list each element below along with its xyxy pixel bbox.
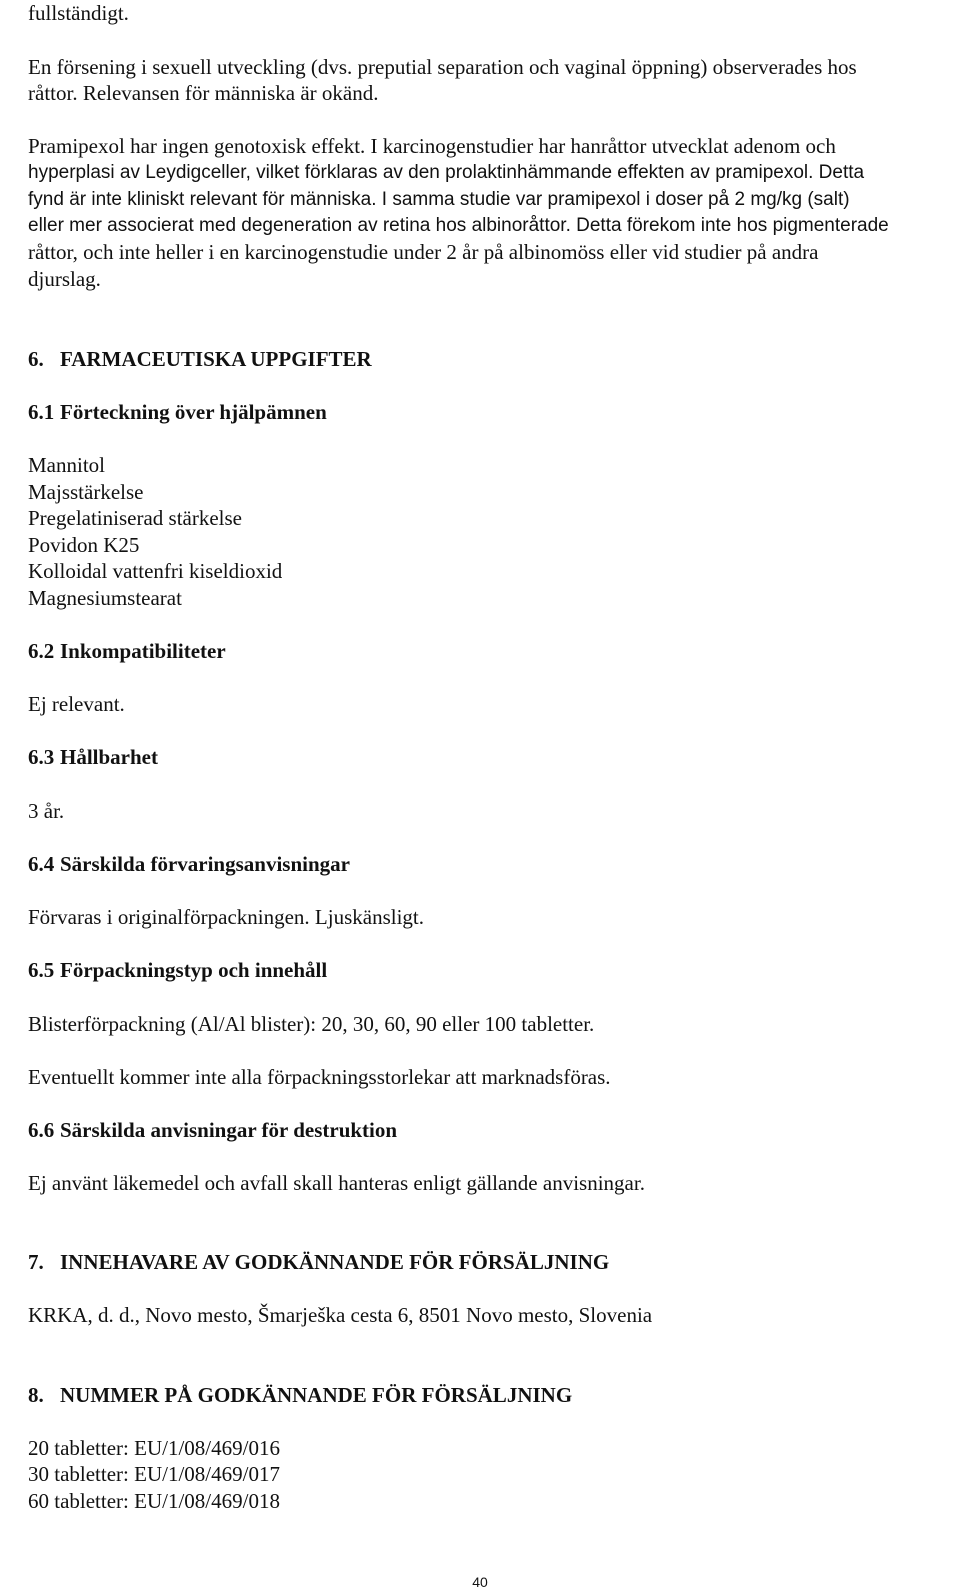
section-text: KRKA, d. d., Novo mesto, Šmarješka cesta 6, 8501 Novo mesto, Slovenia: [28, 1303, 653, 1327]
paragraph-line: hyperplasi av Leydigceller, vilket förklaras av den prolaktinhämmande effekten av pramipexol. Detta: [28, 162, 865, 183]
section-title: Förpackningstyp och innehåll: [60, 958, 328, 982]
paragraph-line: En försening i sexuell utveckling (dvs. preputial separation och vaginal öppning) observerades hos: [28, 55, 857, 79]
section-heading-6-5: [28, 957, 327, 984]
section-number: 6.1: [28, 400, 55, 424]
section-heading-8: [28, 1382, 572, 1409]
authorization-number: 20 tabletter: EU/1/08/469/016: [28, 1436, 280, 1460]
authorization-number: 30 tabletter: EU/1/08/469/017: [28, 1462, 280, 1486]
section-number: 6.6: [28, 1118, 55, 1142]
excipient-item: Majsstärkelse: [28, 480, 144, 504]
section-heading-6: [28, 346, 372, 373]
section-title: INNEHAVARE AV GODKÄNNANDE FÖR FÖRSÄLJNING: [60, 1250, 610, 1274]
excipient-item: Magnesiumstearat: [28, 586, 182, 610]
section-number: 8.: [28, 1383, 44, 1407]
authorization-number: 60 tabletter: EU/1/08/469/018: [28, 1489, 280, 1513]
section-text: 3 år.: [28, 799, 65, 823]
section-number: 6.: [28, 347, 44, 371]
section-title: Förteckning över hjälpämnen: [60, 400, 327, 424]
section-heading-7: [28, 1249, 609, 1276]
section-heading-6-3: [28, 744, 158, 771]
page-number: 40: [472, 1574, 488, 1590]
section-text: Ej relevant.: [28, 692, 125, 716]
paragraph-line: Pramipexol har ingen genotoxisk effekt. I karcinogenstudier har hanråttor utvecklat adenom och: [28, 134, 836, 158]
paragraph-line: råttor. Relevansen för människa är okänd.: [28, 81, 379, 105]
excipient-item: Kolloidal vattenfri kiseldioxid: [28, 559, 283, 583]
paragraph-line: eller mer associerat med degeneration av retina hos albinoråttor. Detta förekom inte hos pigmenterade: [28, 215, 889, 236]
section-text: Blisterförpackning (Al/Al blister): 20, 30, 60, 90 eller 100 tabletter.: [28, 1012, 595, 1036]
section-text: Ej använt läkemedel och avfall skall hanteras enligt gällande anvisningar.: [28, 1171, 645, 1195]
section-number: 6.2: [28, 639, 55, 663]
section-title: Särskilda förvaringsanvisningar: [60, 852, 350, 876]
section-number: 6.3: [28, 745, 55, 769]
section-heading-6-6: [28, 1117, 397, 1144]
section-title: Inkompatibiliteter: [60, 639, 226, 663]
section-title: Hållbarhet: [60, 745, 158, 769]
intro-line: fullständigt.: [28, 1, 129, 25]
section-title: Särskilda anvisningar för destruktion: [60, 1118, 398, 1142]
excipient-item: Mannitol: [28, 453, 105, 477]
paragraph-line: fynd är inte kliniskt relevant för människa. I samma studie var pramipexol i doser på 2 mg/kg (salt): [28, 189, 850, 210]
section-title: FARMACEUTISKA UPPGIFTER: [60, 347, 372, 371]
section-heading-6-1: [28, 399, 327, 426]
section-title: NUMMER PÅ GODKÄNNANDE FÖR FÖRSÄLJNING: [60, 1383, 573, 1407]
paragraph-line: råttor, och inte heller i en karcinogenstudie under 2 år på albinomöss eller vid studier på andra: [28, 240, 819, 264]
section-number: 7.: [28, 1250, 44, 1274]
section-heading-6-2: [28, 638, 226, 665]
excipient-item: Pregelatiniserad stärkelse: [28, 506, 242, 530]
paragraph-line: djurslag.: [28, 267, 101, 291]
section-text: Eventuellt kommer inte alla förpackningsstorlekar att marknadsföras.: [28, 1065, 611, 1089]
section-heading-6-4: [28, 851, 350, 878]
section-number: 6.4: [28, 852, 55, 876]
section-text: Förvaras i originalförpackningen. Ljuskänsligt.: [28, 905, 424, 929]
excipient-item: Povidon K25: [28, 533, 140, 557]
section-number: 6.5: [28, 958, 55, 982]
